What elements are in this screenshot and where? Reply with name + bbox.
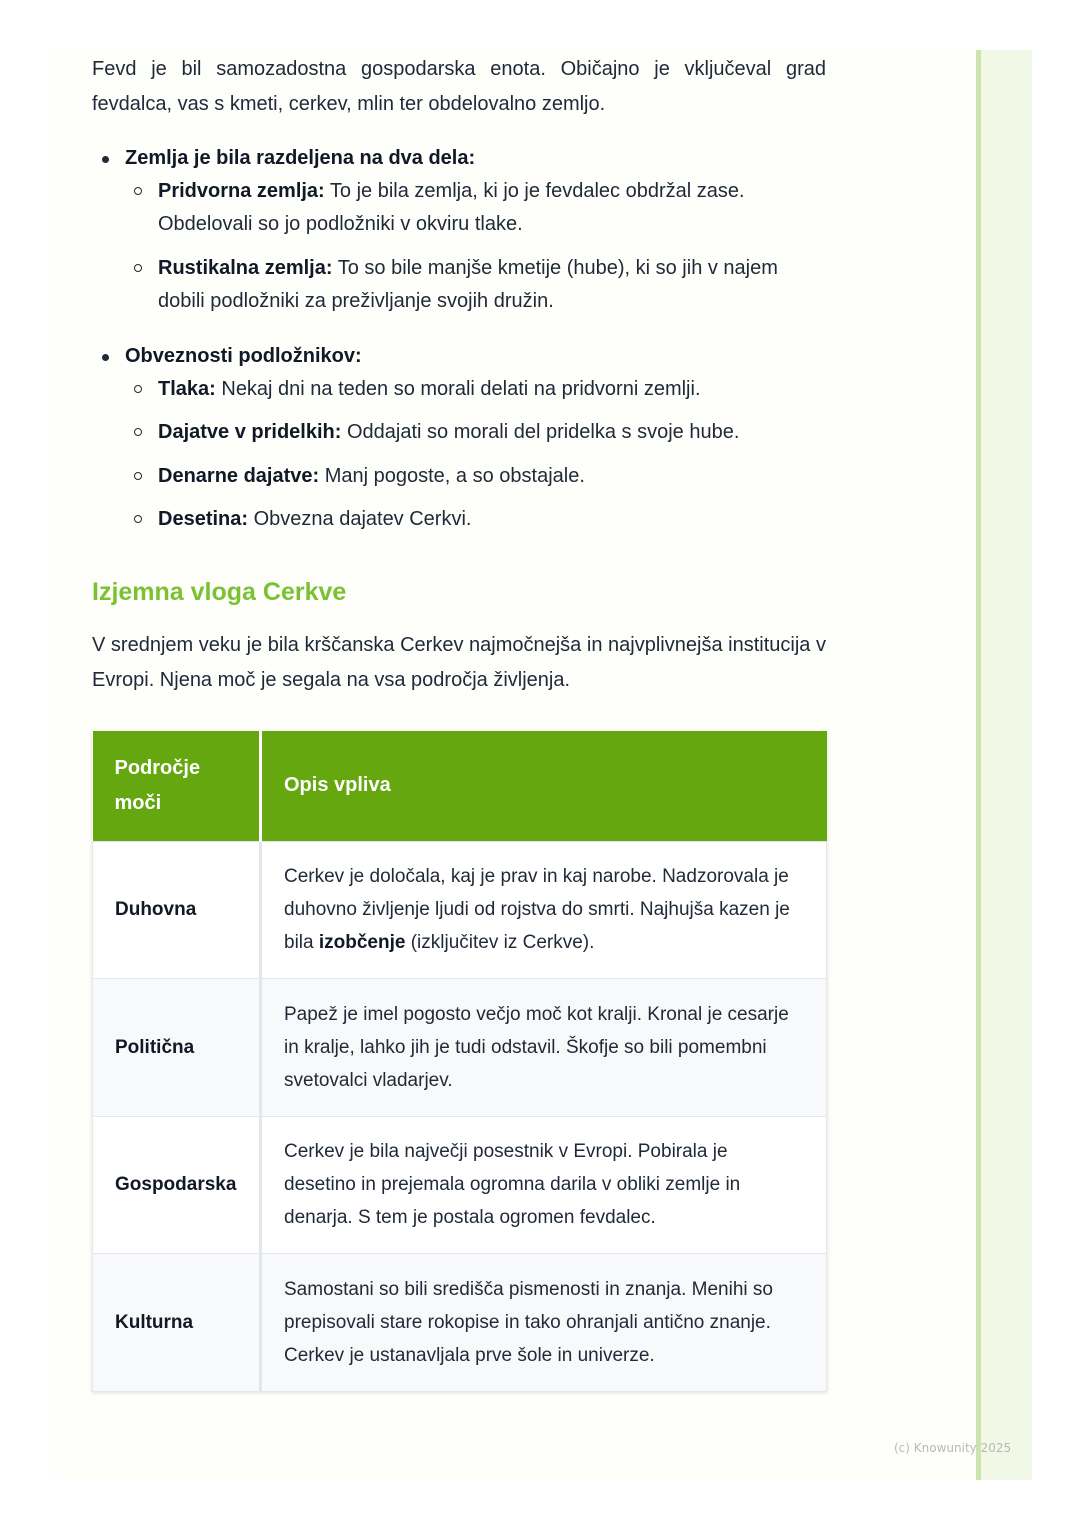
table-row: [93, 979, 827, 1117]
term-label: Denarne dajatve:: [158, 464, 320, 487]
land-heading: Zemlja je bila razdeljena na dva dela:: [125, 147, 476, 169]
term-description: Obvezna dajatev Cerkvi.: [248, 508, 472, 530]
table-row: [93, 1116, 827, 1254]
emphasis-term: izobčenje: [318, 932, 406, 954]
table-cell-description: Cerkev je bila največji posestnik v Evropi. Pobirala je desetino in prejemala ogromna darila v obliki zemlje in denarja. S tem je postala ogromen fevdalec.: [261, 1116, 827, 1254]
table-cell-area: Politična: [93, 979, 261, 1117]
table-row: [93, 841, 827, 979]
land-list: [92, 142, 826, 318]
church-intro-paragraph: V srednjem veku je bila krščanska Cerkev najmočnejša in najvplivnejša institucija v Evropi. Njena moč je segala na vsa področja življenja.: [92, 634, 826, 691]
term-description: To so bile manjše kmetije (hube), ki so jih v najem dobili podložniki za preživljanje svojih družin.: [158, 256, 778, 312]
term-description: Manj pogoste, a so obstajale.: [319, 464, 585, 487]
document-content: [92, 52, 826, 1392]
table-header-area: Področje moči: [93, 731, 261, 841]
duties-list: [92, 340, 826, 537]
duty-item-tlaka: [125, 373, 826, 406]
section-heading: Izjemna vloga Cerkve: [92, 578, 347, 606]
duty-item-desetina: [125, 503, 826, 536]
table-cell-description: Papež je imel pogosto večjo moč kot kralji. Kronal je cesarje in kralje, lahko jih je tudi odstavil. Škofje so bili pomembni svetovalci vladarjev.: [261, 979, 827, 1117]
table-cell-area: Gospodarska: [93, 1116, 261, 1254]
term-description: Oddajati so morali del pridelka s svoje hube.: [341, 421, 740, 443]
duty-item-denarne: [125, 460, 826, 493]
land-subitem-rustikalna: [125, 252, 826, 318]
table-cell-area: Kulturna: [93, 1254, 261, 1392]
church-power-table: [92, 731, 827, 1392]
sidebar-stripe: [976, 50, 981, 1480]
land-subitem-pridvorna: [125, 175, 826, 241]
term-label: Rustikalna zemlja:: [158, 256, 333, 279]
land-list-item: [92, 142, 826, 318]
table-cell-area: Duhovna: [93, 841, 261, 979]
table-header-row: [93, 731, 827, 841]
term-label: Pridvorna zemlja:: [158, 180, 325, 202]
duties-heading: Obveznosti podložnikov:: [125, 344, 362, 367]
table-header-description: Opis vpliva: [261, 731, 827, 841]
term-label: Desetina:: [158, 508, 249, 530]
table-cell-description: Samostani so bili središča pismenosti in znanja. Menihi so prepisovali stare rokopise in tako ohranjali antično znanje. Cerkev je ustanavljala prve šole in univerze.: [261, 1254, 827, 1392]
table-cell-description: Cerkev je določala, kaj je prav in kaj narobe. Nadzorovala je duhovno življenje ljudi od rojstva do smrti. Najhujša kazen je bila izobčenje (izključitev iz Cerkve).: [261, 841, 827, 979]
term-description: To je bila zemlja, ki jo je fevdalec obdržal zase. Obdelovali so jo podložniki v okviru tlake.: [158, 180, 745, 235]
term-description: Nekaj dni na teden so morali delati na pridvorni zemlji.: [215, 377, 701, 400]
term-label: Tlaka:: [158, 377, 216, 400]
duty-item-pridelki: [125, 416, 826, 449]
copyright-footer: (c) Knowunity 2025: [894, 1441, 1012, 1455]
feud-intro-paragraph: Fevd je bil samozadostna gospodarska enota. Običajno je vključeval grad fevdalca, vas s kmeti, cerkev, mlin ter obdelovalno zemljo.: [92, 58, 826, 115]
table-row: [93, 1254, 827, 1392]
duties-list-item: [92, 340, 826, 537]
term-label: Dajatve v pridelkih:: [158, 421, 342, 443]
duties-sublist: [125, 373, 826, 537]
land-sublist: [125, 175, 826, 318]
sidebar-band: [976, 50, 1032, 1480]
